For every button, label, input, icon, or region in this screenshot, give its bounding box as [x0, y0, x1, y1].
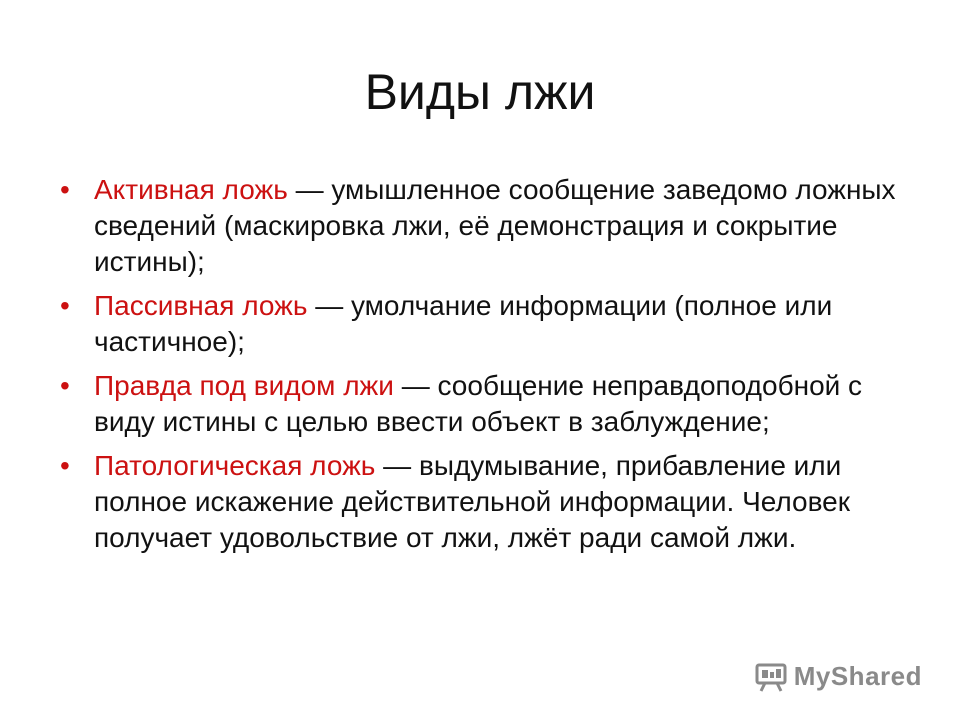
bullet-term: Патологическая ложь: [94, 450, 376, 481]
bullet-text: — умолчание информации (полное или частичное);: [94, 290, 833, 357]
bullet-text: — сообщение неправдоподобной с виду истины с целью ввести объект в заблуждение;: [94, 370, 863, 437]
bullet-term: Активная ложь: [94, 174, 288, 205]
bullet-term: Правда под видом лжи: [94, 370, 394, 401]
bullet-item: [60, 448, 900, 556]
bullet-list: [60, 172, 900, 564]
bullet-marker: •: [60, 174, 70, 205]
watermark-text: [794, 661, 922, 692]
bullet-item: [60, 288, 900, 360]
myshared-watermark: [754, 661, 922, 692]
bullet-marker: •: [60, 450, 70, 481]
projector-board-icon: [754, 662, 788, 692]
bullet-item: [60, 368, 900, 440]
bullet-marker: •: [60, 290, 70, 321]
bullet-text: — умышленное сообщение заведомо ложных сведений (маскировка лжи, её демонстрация и сокрытие истины);: [94, 174, 896, 277]
bullet-marker: •: [60, 370, 70, 401]
bullet-text: — выдумывание, прибавление или полное искажение действительной информации. Человек получает удовольствие от лжи, лжёт ради самой лжи.: [94, 450, 850, 553]
slide-title: Виды лжи: [364, 64, 596, 120]
bullet-item: [60, 172, 900, 280]
bullet-term: Пассивная ложь: [94, 290, 308, 321]
watermark-text-shared: Shared: [830, 661, 922, 691]
watermark-text-my: My: [793, 661, 831, 691]
